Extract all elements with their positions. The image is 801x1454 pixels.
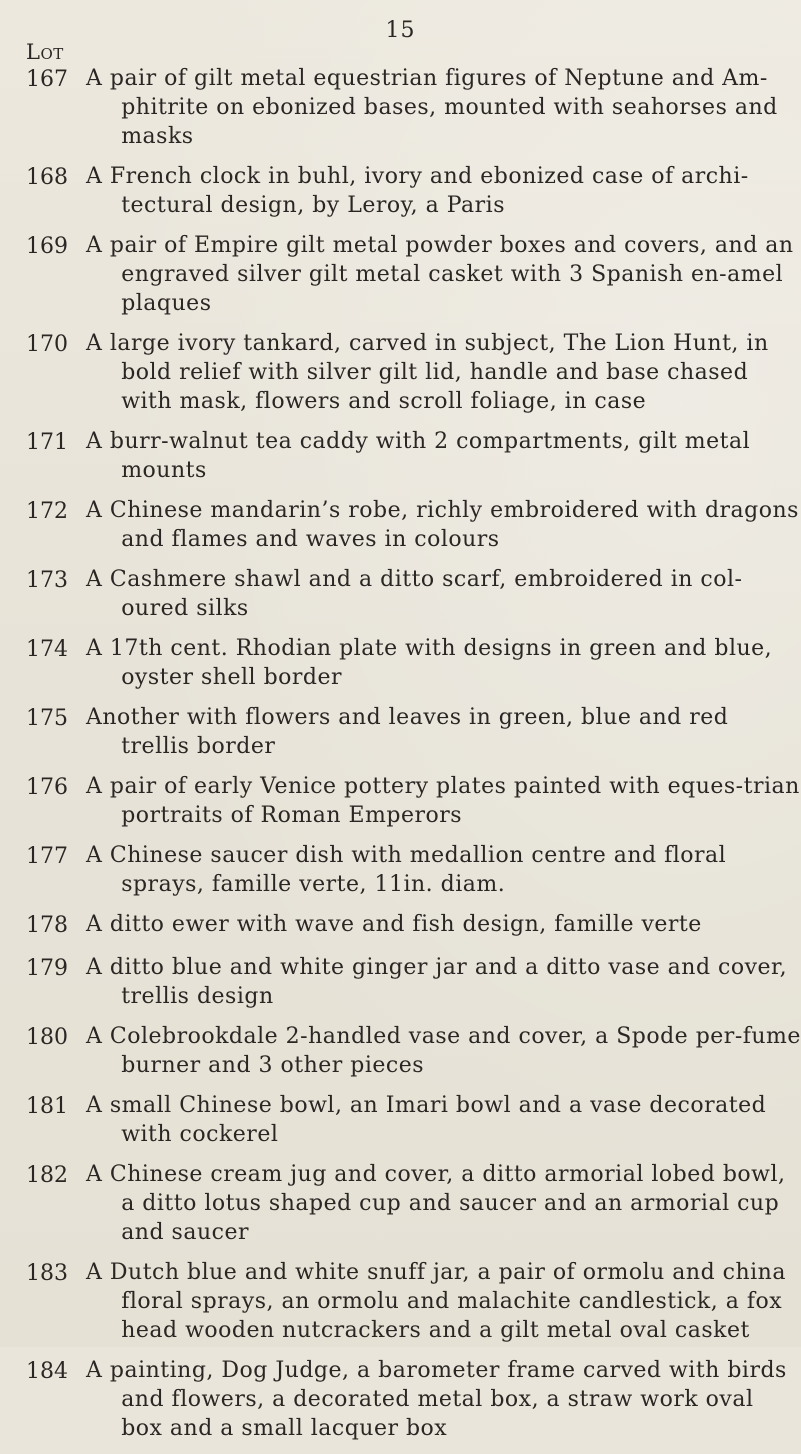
lot-description: A small Chinese bowl, an Imari bowl and a vase decorated with cockerel [86, 1093, 767, 1147]
lot-entry [0, 329, 801, 416]
lot-description: A pair of Empire gilt metal powder boxes and covers, and an engraved silver gilt metal casket with 3 Spanish en-amel plaques [86, 233, 794, 316]
lot-number: 184 [26, 1359, 68, 1384]
lot-description: A Cashmere shawl and a ditto scarf, embroidered in col-oured silks [86, 567, 743, 621]
lot-description: A French clock in buhl, ivory and ebonized case of archi-tectural design, by Leroy, a Paris [86, 164, 749, 218]
lot-number: 180 [26, 1025, 68, 1050]
lot-description: A Chinese saucer dish with medallion centre and floral sprays, famille verte, 11in. diam. [86, 843, 727, 897]
lot-number: 168 [26, 165, 68, 190]
lot-entry [0, 231, 801, 318]
lot-number: 176 [26, 775, 68, 800]
lot-description: A pair of gilt metal equestrian figures of Neptune and Am-phitrite on ebonized bases, mounted with seahorses and masks [86, 66, 778, 149]
lot-entry [0, 634, 801, 692]
lot-entry [0, 841, 801, 899]
lot-entry [0, 427, 801, 485]
lot-entry [0, 64, 801, 151]
lot-number: 169 [26, 234, 68, 259]
lot-description: A Colebrookdale 2-handled vase and cover, a Spode per-fume burner and 3 other pieces [86, 1024, 801, 1078]
lot-number: 177 [26, 844, 68, 869]
lot-number: 170 [26, 332, 68, 357]
lot-description: A Chinese cream jug and cover, a ditto armorial lobed bowl, a ditto lotus shaped cup and saucer and an armorial cup and saucer [86, 1162, 786, 1245]
lot-description: A ditto ewer with wave and fish design, famille verte [86, 912, 702, 937]
lot-number: 183 [26, 1261, 68, 1286]
lot-description: A 17th cent. Rhodian plate with designs in green and blue, oyster shell border [86, 636, 773, 690]
lot-entry [0, 772, 801, 830]
lot-column-header: Lot [26, 40, 64, 64]
lot-entry [0, 162, 801, 220]
lot-number: 174 [26, 637, 68, 662]
lot-number: 172 [26, 499, 68, 524]
lot-number: 175 [26, 706, 68, 731]
lot-description: A ditto blue and white ginger jar and a ditto vase and cover, trellis design [86, 955, 788, 1009]
lot-entry [0, 1022, 801, 1080]
lot-entry [0, 496, 801, 554]
lot-entry [0, 1160, 801, 1247]
lot-number: 181 [26, 1094, 68, 1119]
lot-entry [0, 1356, 801, 1443]
lot-entry [0, 565, 801, 623]
lot-description: A painting, Dog Judge, a barometer frame carved with birds and flowers, a decorated metal box, a straw work oval box and a small lacquer box [86, 1358, 787, 1441]
lot-entry [0, 1091, 801, 1149]
lot-entry [0, 703, 801, 761]
lot-description: Another with flowers and leaves in green, blue and red trellis border [86, 705, 729, 759]
lot-number: 178 [26, 913, 68, 938]
lot-description: A large ivory tankard, carved in subject, The Lion Hunt, in bold relief with silver gilt lid, handle and base chased with mask, flowers and scroll foliage, in case [86, 331, 769, 414]
lot-number: 171 [26, 430, 68, 455]
lot-description: A Chinese mandarin’s robe, richly embroidered with dragons and flames and waves in colours [86, 498, 799, 552]
lot-list [0, 64, 801, 1454]
lot-number: 173 [26, 568, 68, 593]
lot-description: A pair of early Venice pottery plates painted with eques-trian portraits of Roman Emperors [86, 774, 800, 828]
page-number: 15 [385, 18, 416, 43]
lot-entry [0, 1258, 801, 1345]
lot-number: 167 [26, 67, 68, 92]
lot-entry [0, 953, 801, 1011]
lot-entry [0, 910, 801, 942]
lot-description: A burr-walnut tea caddy with 2 compartments, gilt metal mounts [86, 429, 751, 483]
lot-number: 179 [26, 956, 68, 981]
lot-number: 182 [26, 1163, 68, 1188]
lot-description: A Dutch blue and white snuff jar, a pair of ormolu and china floral sprays, an ormolu and malachite candlestick, a fox head wooden nutcrackers and a gilt metal oval casket [86, 1260, 786, 1343]
